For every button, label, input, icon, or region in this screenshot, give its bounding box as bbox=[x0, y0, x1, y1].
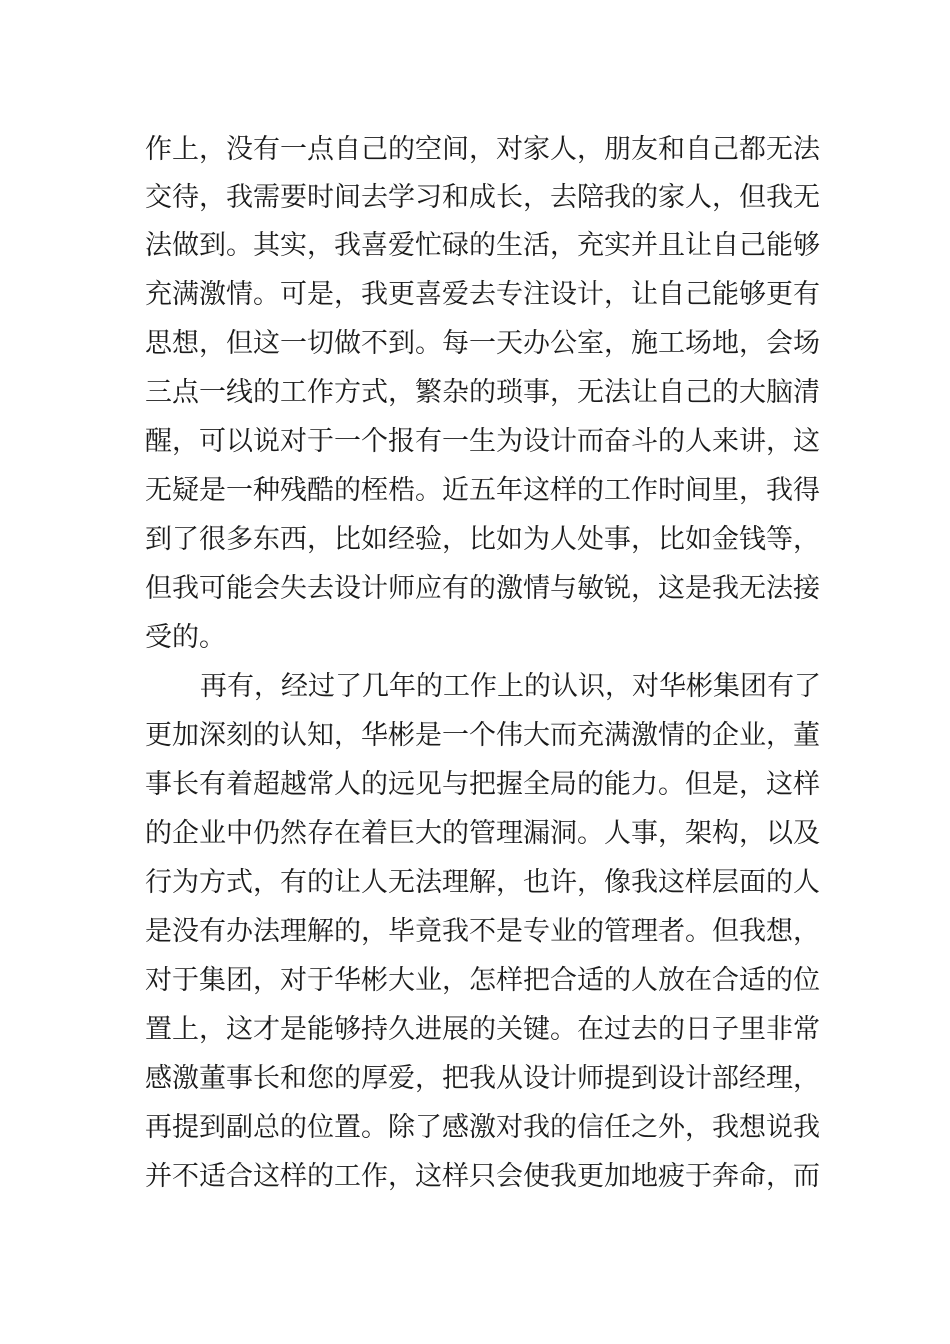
paragraph-1-line-9: 到了很多东西，比如经验，比如为人处事，比如金钱等， bbox=[145, 524, 820, 555]
paragraph-1-line-7: 醒，可以说对于一个报有一生为设计而奋斗的人来讲，这 bbox=[145, 426, 820, 457]
paragraph-1-line-5: 思想，但这一切做不到。每一天办公室，施工场地，会场 bbox=[145, 328, 820, 359]
paragraph-2-line-2: 更加深刻的认知，华彬是一个伟大而充满激情的企业，董 bbox=[145, 720, 820, 751]
paragraph-1-line-6: 三点一线的工作方式，繁杂的琐事，无法让自己的大脑清 bbox=[145, 377, 820, 408]
paragraph-2-line-7: 对于集团，对于华彬大业，怎样把合适的人放在合适的位 bbox=[145, 965, 820, 996]
paragraph-2-line-11: 并不适合这样的工作，这样只会使我更加地疲于奔命，而 bbox=[145, 1161, 820, 1192]
paragraph-2-line-10: 再提到副总的位置。除了感激对我的信任之外，我想说我 bbox=[145, 1112, 820, 1143]
paragraph-2-line-1: 再有，经过了几年的工作上的认识，对华彬集团有了 bbox=[200, 671, 821, 702]
paragraph-1-line-11: 受的。 bbox=[145, 622, 226, 653]
paragraph-1-line-1: 作上，没有一点自己的空间，对家人，朋友和自己都无法 bbox=[145, 134, 820, 165]
paragraph-1-line-10: 但我可能会失去设计师应有的激情与敏锐，这是我无法接 bbox=[145, 573, 820, 604]
paragraph-2-line-3: 事长有着超越常人的远见与把握全局的能力。但是，这样 bbox=[145, 769, 820, 800]
paragraph-2-line-9: 感激董事长和您的厚爱，把我从设计师提到设计部经理， bbox=[145, 1063, 820, 1094]
paragraph-2-line-5: 行为方式，有的让人无法理解，也许，像我这样层面的人 bbox=[145, 867, 820, 898]
paragraph-1-line-3: 法做到。其实，我喜爱忙碌的生活，充实并且让自己能够 bbox=[145, 230, 820, 261]
paragraph-2-line-8: 置上，这才是能够持久进展的关键。在过去的日子里非常 bbox=[145, 1014, 820, 1045]
paragraph-1-line-2: 交待，我需要时间去学习和成长，去陪我的家人，但我无 bbox=[145, 182, 820, 213]
paragraph-1-line-8: 无疑是一种残酷的桎梏。近五年这样的工作时间里，我得 bbox=[145, 475, 820, 506]
paragraph-2-line-4: 的企业中仍然存在着巨大的管理漏洞。人事，架构，以及 bbox=[145, 818, 820, 849]
paragraph-2-line-6: 是没有办法理解的，毕竟我不是专业的管理者。但我想， bbox=[145, 916, 820, 947]
paragraph-1-line-4: 充满激情。可是，我更喜爱去专注设计，让自己能够更有 bbox=[145, 279, 820, 310]
